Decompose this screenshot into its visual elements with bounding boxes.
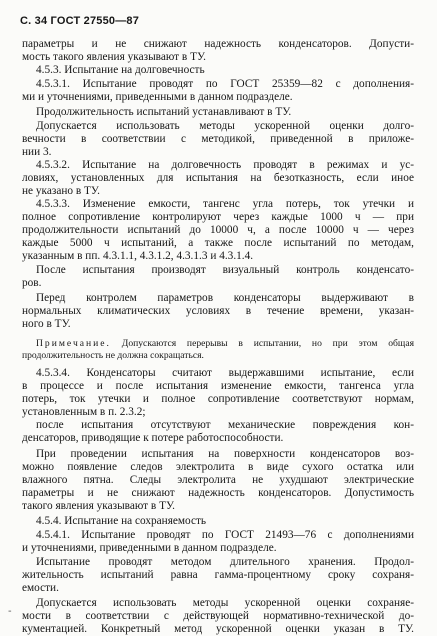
text-line: ного в ТУ. — [22, 318, 71, 330]
text-line: денсаторов, приводящие к потере работоспособности. — [22, 432, 284, 444]
note-line: продолжительность не должна сокращаться. — [22, 350, 204, 361]
text-line: 4.5.3. Испытание на долговечность — [36, 64, 205, 76]
text-line: каждые 5000 ч испытаний, а также после испытаний по методам, — [22, 237, 414, 249]
text-line: после испытания отсутствуют механические повреждения кон- — [36, 419, 414, 431]
text-line: полное сопротивление контролируют через каждые 1000 ч — при — [22, 211, 414, 223]
text-line: такого явления указывают в ТУ. — [22, 500, 175, 512]
text-line: мости в соответствии с действующей нормативно-технической до- — [22, 610, 414, 622]
text-line: 4.5.4. Испытание на сохраняемость — [36, 515, 207, 527]
text-line: потерь, ток утечки и полное сопротивление соответствуют нормам, — [22, 393, 414, 405]
text-line: 4.5.3.2. Испытание на долговечность проводят в режимах и ус- — [36, 159, 414, 171]
text-line: При проведении испытания на поверхности конденсаторов воз- — [36, 448, 414, 460]
text-line: нормальных климатических условиях в течение времени, указан- — [22, 305, 414, 317]
text-line: После испытания производят визуальный контроль конденсато- — [36, 264, 414, 276]
text-line: емости. — [22, 582, 59, 594]
text-line: не указано в ТУ. — [22, 185, 100, 197]
text-line: вечности в соответствии с методикой, приведенной в приложе- — [22, 133, 414, 145]
text-line: параметры и не снижают надежность конденсаторов. Допустимость — [22, 487, 414, 499]
text-line: продолжительности испытаний до 10000 ч, а после 10000 ч — через — [22, 224, 414, 236]
text-line: можно появление следов электролита в виде сухого остатка или — [22, 461, 414, 473]
text-line: указанным в пп. 4.3.1.1, 4.3.1.2, 4.3.1.3 и 4.3.1.4. — [22, 250, 254, 262]
text-line: 4.5.3.3. Изменение емкости, тангенс угла потерь, ток утечки и — [36, 198, 414, 210]
text-line: мость такого явления указывают в ТУ. — [22, 51, 206, 63]
text-line: жительность испытаний равна гамма-процентному сроку сохраня- — [22, 569, 414, 581]
text-line: Испытание проводят методом длительного хранения. Продол- — [36, 556, 414, 568]
text-line: параметры и не снижают надежность конденсаторов. Допусти- — [22, 38, 414, 50]
text-line: ми и уточнениями, приведенными в данном подразделе. — [22, 91, 293, 103]
text-line: кументацией. Конкретный метод ускоренной оценки указан в ТУ. — [22, 623, 414, 635]
text-line: и уточнениями, приведенными в данном подразделе. — [22, 542, 277, 554]
text-line: 4.5.3.4. Конденсаторы считают выдержавшими испытание, если — [36, 367, 414, 379]
text-line: 4.5.4.1. Испытание проводят по ГОСТ 21493—76 с дополнениями — [36, 529, 414, 541]
text-line: нии 3. — [22, 146, 52, 158]
note-line: Примечание. Допускаются перерывы в испытании, но при этом общая — [36, 338, 414, 349]
page-header: С. 34 ГОСТ 27550—87 — [20, 15, 140, 27]
text-line: Допускается использовать методы ускоренной оценки сохраняе- — [36, 597, 414, 609]
text-line: 4.5.3.1. Испытание проводят по ГОСТ 25359—82 с дополнения- — [36, 78, 414, 90]
text-line: Перед контролем параметров конденсаторы выдерживают в — [36, 292, 414, 304]
text-line: влажного пятна. Следы электролита не ухудшают электрические — [22, 474, 414, 486]
text-line: Продолжительность испытаний устанавливают в ТУ. — [36, 106, 292, 118]
text-line: Допускается использовать методы ускоренной оценки долго- — [36, 120, 414, 132]
text-line: в процессе и после испытания изменение емкости, тангенса угла — [22, 380, 414, 392]
text-line: ров. — [22, 277, 42, 289]
text-line: установленным в п. 2.3.2; — [22, 406, 146, 418]
text-line: ловиях, установленных для испытания на безотказность, если иное — [22, 172, 414, 184]
scan-mark: - — [8, 606, 12, 617]
